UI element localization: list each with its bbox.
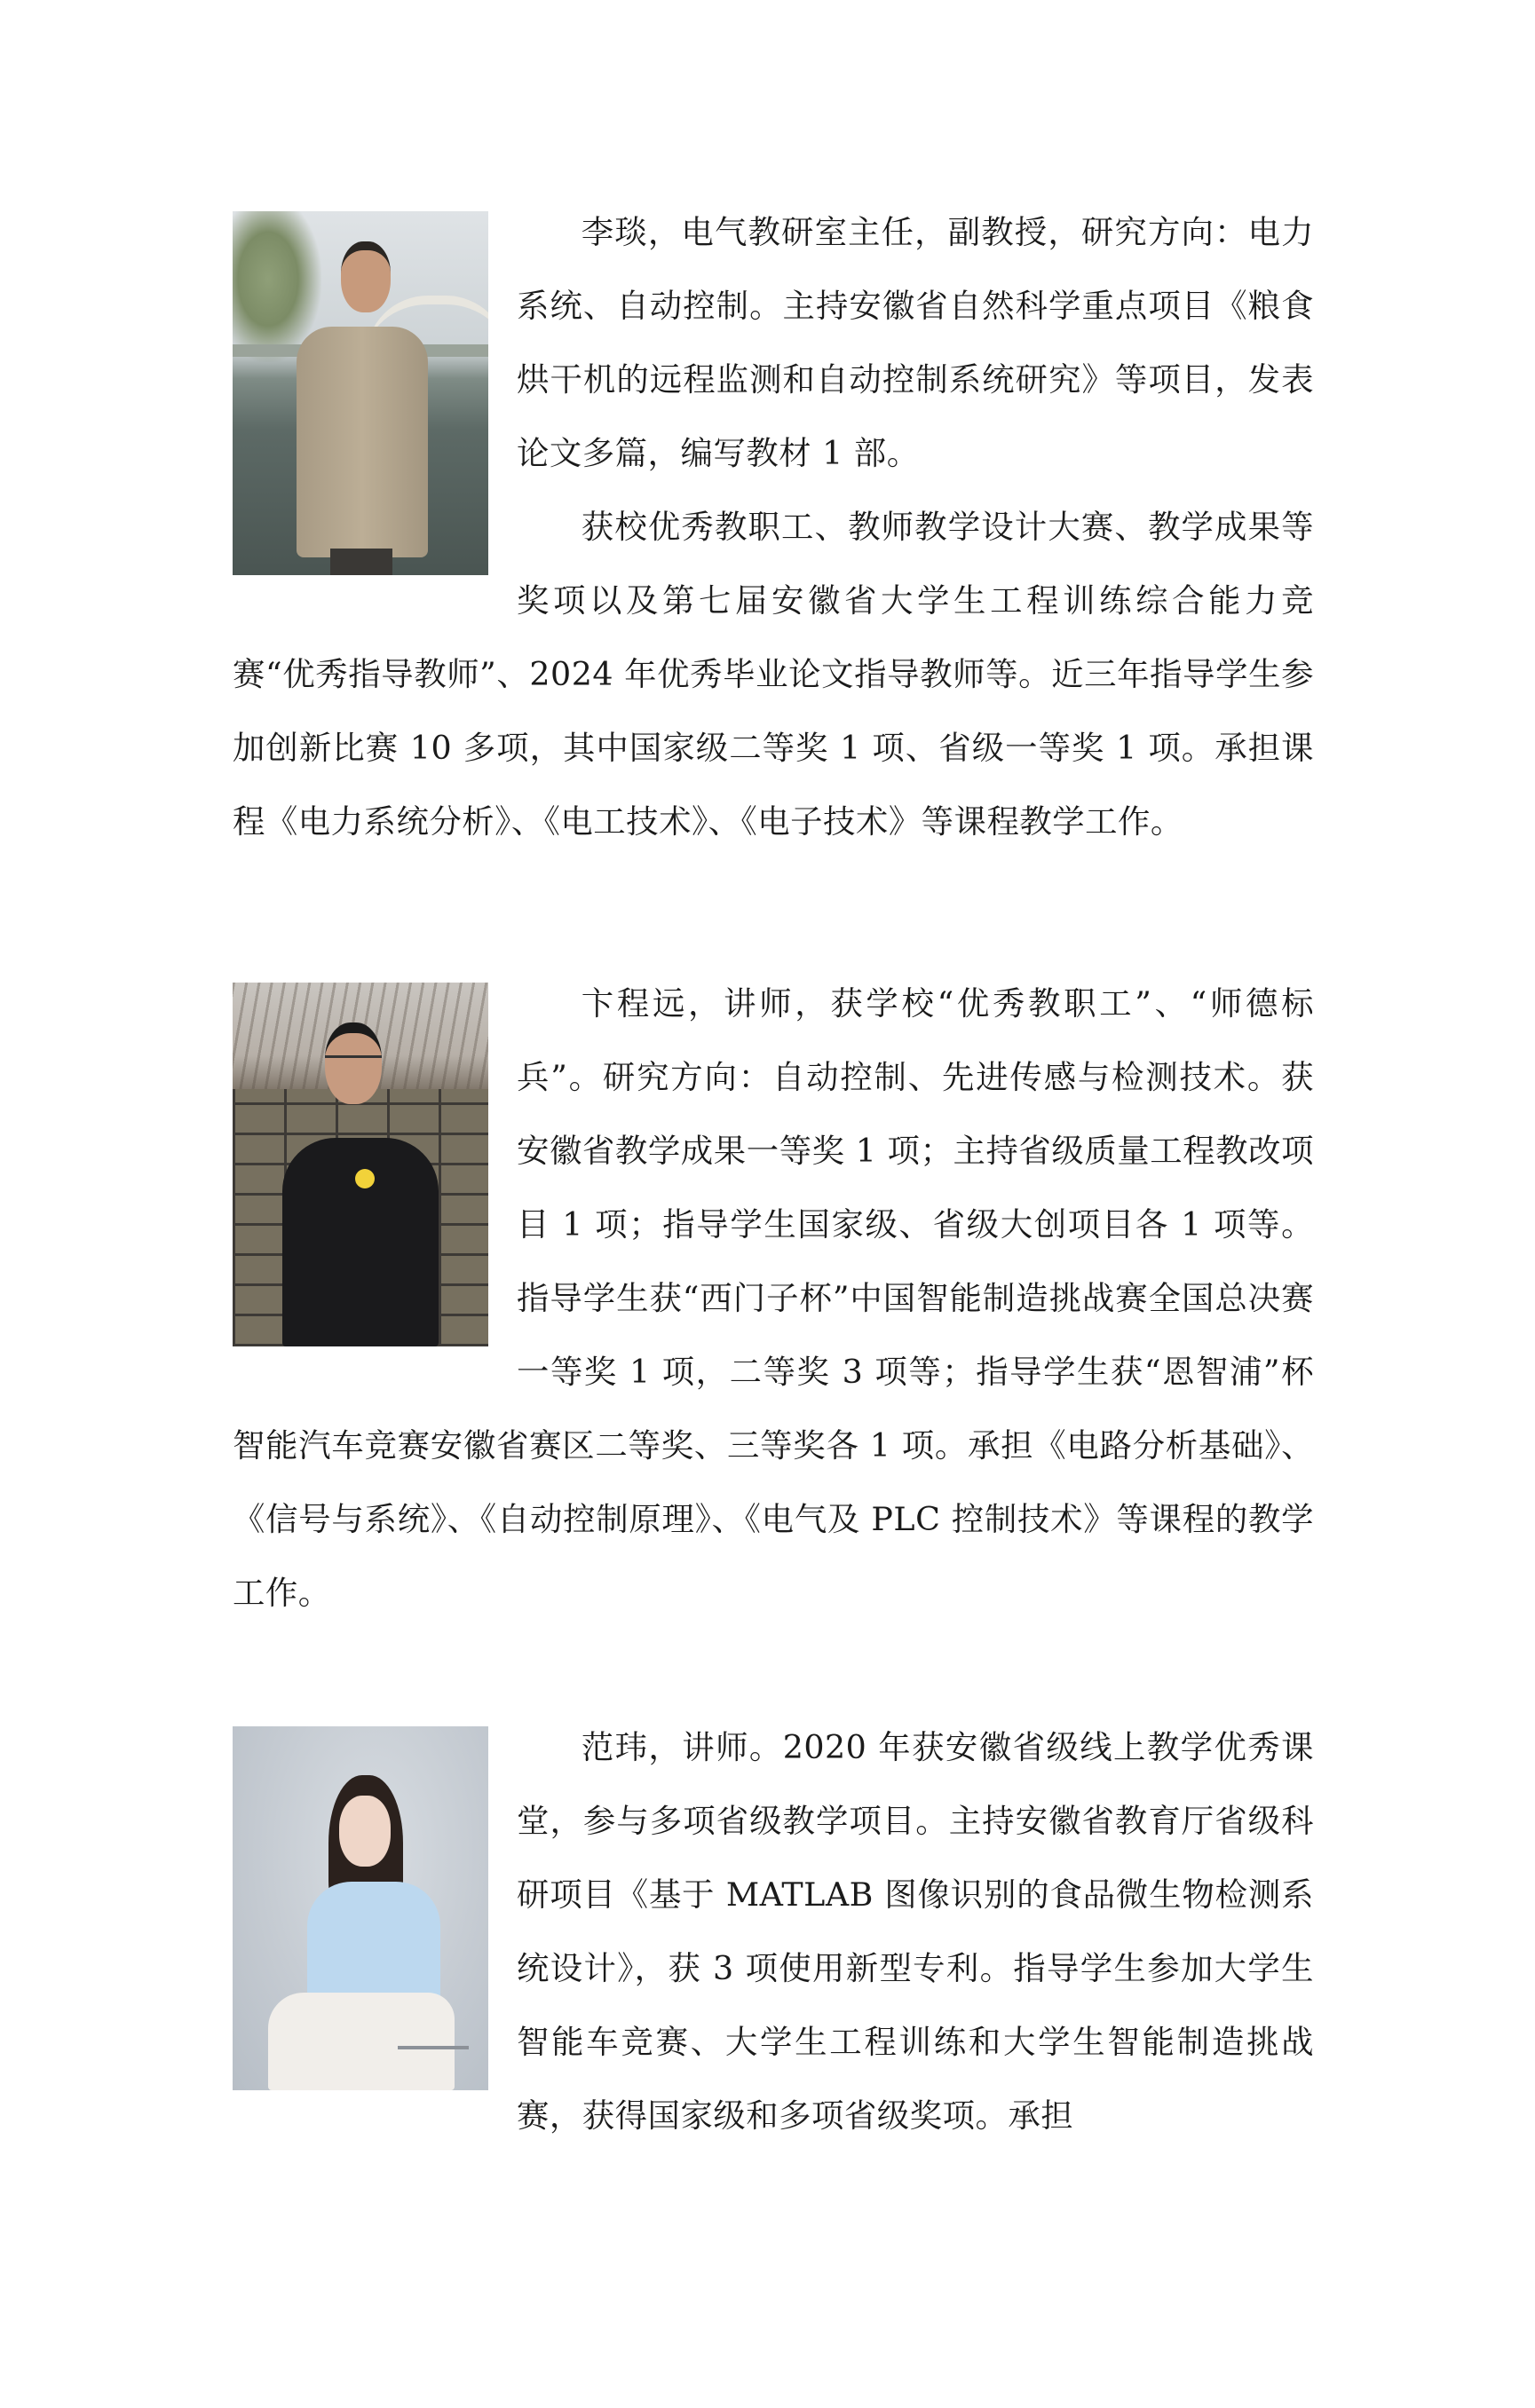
bio-paragraph: 李琰，电气教研室主任，副教授，研究方向：电力系统、自动控制。主持安徽省自然科学重点项目《粮食烘干机的远程监测和自动控制系统研究》等项目，发表论文多篇，编写教材 1 部。 xyxy=(517,213,1314,472)
faculty-photo-2 xyxy=(233,983,488,1346)
bio-paragraph: 卞程远，讲师，获学校“优秀教职工”、“师德标兵”。研究方向：自动控制、先进传感与检测技术。获安徽省教学成果一等奖 1 项；主持省级质量工程教改项目 1 项；指导学生国家级、省级大创项目各 1 项等。指导学生获“西门子杯”中国智能制造挑战赛全国总决赛一等奖 1 项，二等奖 3 项等；指导学生获“恩智浦”杯智能汽车竞赛安徽省赛区二等奖、三等奖各 1 项。承担《电路分析基础》、《信号与系统》、《自动控制原理》、《电气及 PLC 控制技术》等课程的教学工作。 xyxy=(233,984,1314,1612)
bio-paragraph: 范玮，讲师。2020 年获安徽省级线上教学优秀课堂，参与多项省级教学项目。主持安徽省教育厅省级科研项目《基于 MATLAB 图像识别的食品微生物检测系统设计》，获 3 项使用新型专利。指导学生参加大学生智能车竞赛、大学生工程训练和大学生智能制造挑战赛，获得国家级和多项省级奖项。承担 xyxy=(517,1728,1314,2135)
faculty-profile-1 xyxy=(233,211,1314,858)
bio-paragraph: 获校优秀教职工、教师教学设计大赛、教学成果等奖项以及第七届安徽省大学生工程训练综合能力竞赛“优秀指导教师”、2024 年优秀毕业论文指导教师等。近三年指导学生参加创新比赛 10 多项，其中国家级二等奖 1 项、省级一等奖 1 项。承担课程《电力系统分析》、《电工技术》、《电子技术》等课程教学工作。 xyxy=(233,508,1314,841)
faculty-profile-3 xyxy=(233,1726,1314,2152)
faculty-photo-3 xyxy=(233,1726,488,2090)
faculty-photo-1 xyxy=(233,211,488,575)
faculty-profile-2 xyxy=(233,983,1314,1630)
